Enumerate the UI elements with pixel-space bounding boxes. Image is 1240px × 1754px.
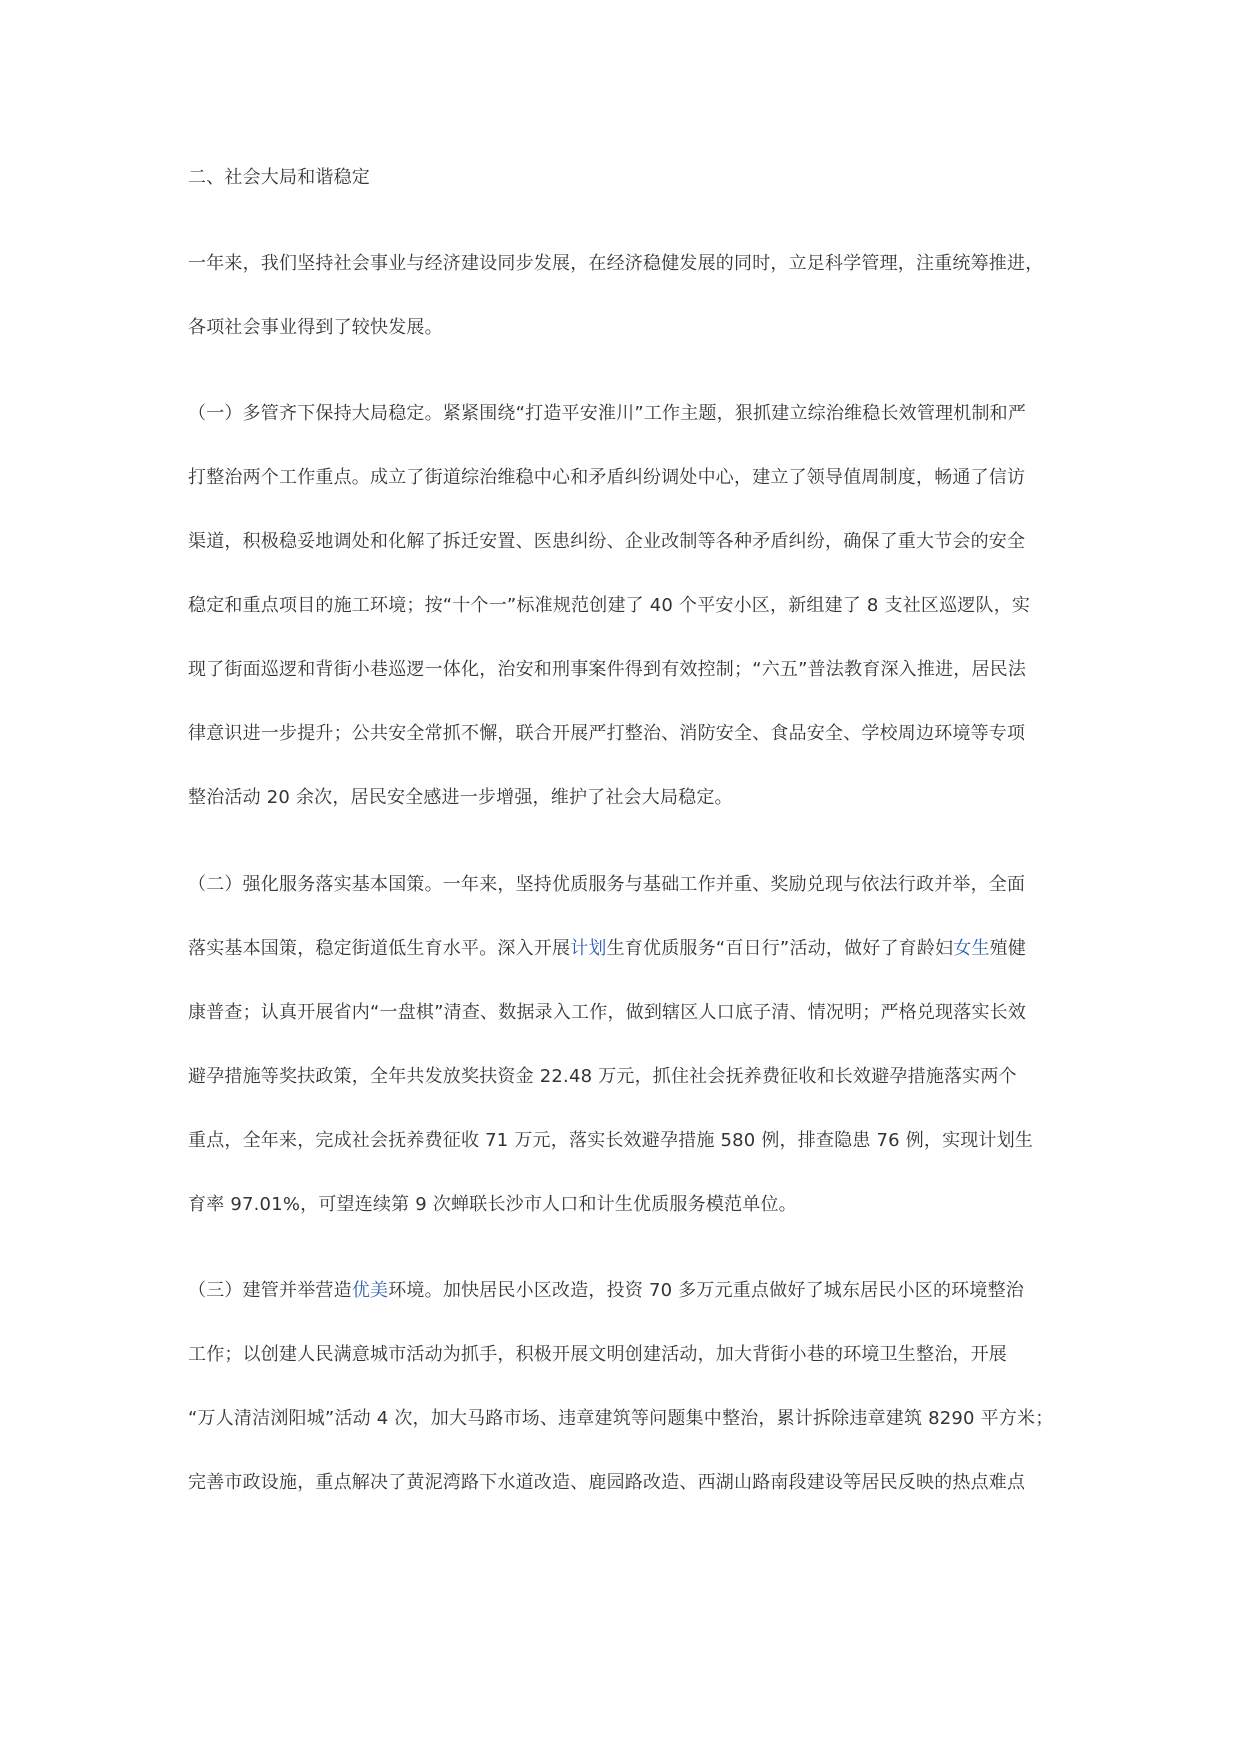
link-youmei[interactable]: 优美	[351, 1280, 389, 1301]
section3-line-1-text-a: （三）建管并举营造	[188, 1280, 352, 1301]
section3-line-3: “万人清洁浏阳城”活动 4 次，加大马路市场、违章建筑等问题集中整治，累计拆除违章建筑 8290 平方米；	[188, 1408, 1054, 1429]
section2-line-5: 重点，全年来，完成社会抚养费征收 71 万元，落实长效避孕措施 580 例，排查隐患 76 例，实现计划生	[188, 1130, 1034, 1151]
section2-line-4: 避孕措施等奖扶政策，全年共发放奖扶资金 22.48 万元，抓住社会抚养费征收和长效避孕措施落实两个	[188, 1066, 1017, 1087]
section2-line-1: （二）强化服务落实基本国策。一年来，坚持优质服务与基础工作并重、奖励兑现与依法行政并举，全面	[188, 874, 1026, 895]
intro-line-2: 各项社会事业得到了较快发展。	[188, 317, 443, 338]
link-jihua[interactable]: 计划	[570, 938, 607, 959]
section2-line-2-text-a: 落实基本国策，稳定街道低生育水平。深入开展	[188, 938, 571, 959]
section3-line-4: 完善市政设施，重点解决了黄泥湾路下水道改造、鹿园路改造、西湖山路南段建设等居民反映的热点难点	[188, 1472, 1026, 1493]
section-heading: 二、社会大局和谐稳定	[188, 167, 370, 188]
section2-line-2	[188, 937, 1026, 961]
section1-line-3: 渠道，积极稳妥地调处和化解了拆迁安置、医患纠纷、企业改制等各种矛盾纠纷，确保了重大节会的安全	[188, 531, 1026, 552]
section1-line-7: 整治活动 20 余次，居民安全感进一步增强，维护了社会大局稳定。	[188, 787, 733, 808]
section2-line-6: 育率 97.01%，可望连续第 9 次蝉联长沙市人口和计生优质服务模范单位。	[188, 1194, 797, 1215]
section1-line-6: 律意识进一步提升；公共安全常抓不懈，联合开展严打整治、消防安全、食品安全、学校周边环境等专项	[188, 723, 1026, 744]
section2-line-2-text-c: 殖健	[989, 938, 1027, 959]
section3-line-2: 工作；以创建人民满意城市活动为抓手，积极开展文明创建活动，加大背街小巷的环境卫生整治，开展	[188, 1344, 1007, 1365]
section1-line-4: 稳定和重点项目的施工环境；按“十个一”标准规范创建了 40 个平安小区，新组建了 8 支社区巡逻队，实	[188, 595, 1031, 616]
section1-line-5: 现了街面巡逻和背街小巷巡逻一体化，治安和刑事案件得到有效控制；“六五”普法教育深入推进，居民法	[188, 659, 1027, 680]
link-nvsheng[interactable]: 女生	[953, 938, 990, 959]
intro-line-1: 一年来，我们坚持社会事业与经济建设同步发展，在经济稳健发展的同时，立足科学管理，注重统筹推进，	[188, 253, 1044, 274]
section3-line-1-text-b: 环境。加快居民小区改造，投资 70 多万元重点做好了城东居民小区的环境整治	[388, 1280, 1024, 1301]
section1-line-2: 打整治两个工作重点。成立了街道综治维稳中心和矛盾纠纷调处中心，建立了领导值周制度，畅通了信访	[188, 467, 1026, 488]
section2-line-3: 康普查；认真开展省内“一盘棋”清查、数据录入工作，做到辖区人口底子清、情况明；严格兑现落实长效	[188, 1002, 1027, 1023]
section3-line-1	[188, 1279, 1024, 1303]
section2-line-2-text-b: 生育优质服务“百日行”活动，做好了育龄妇	[606, 938, 954, 959]
section1-line-1: （一）多管齐下保持大局稳定。紧紧围绕“打造平安淮川”工作主题，狠抓建立综治维稳长效管理机制和严	[188, 403, 1027, 424]
